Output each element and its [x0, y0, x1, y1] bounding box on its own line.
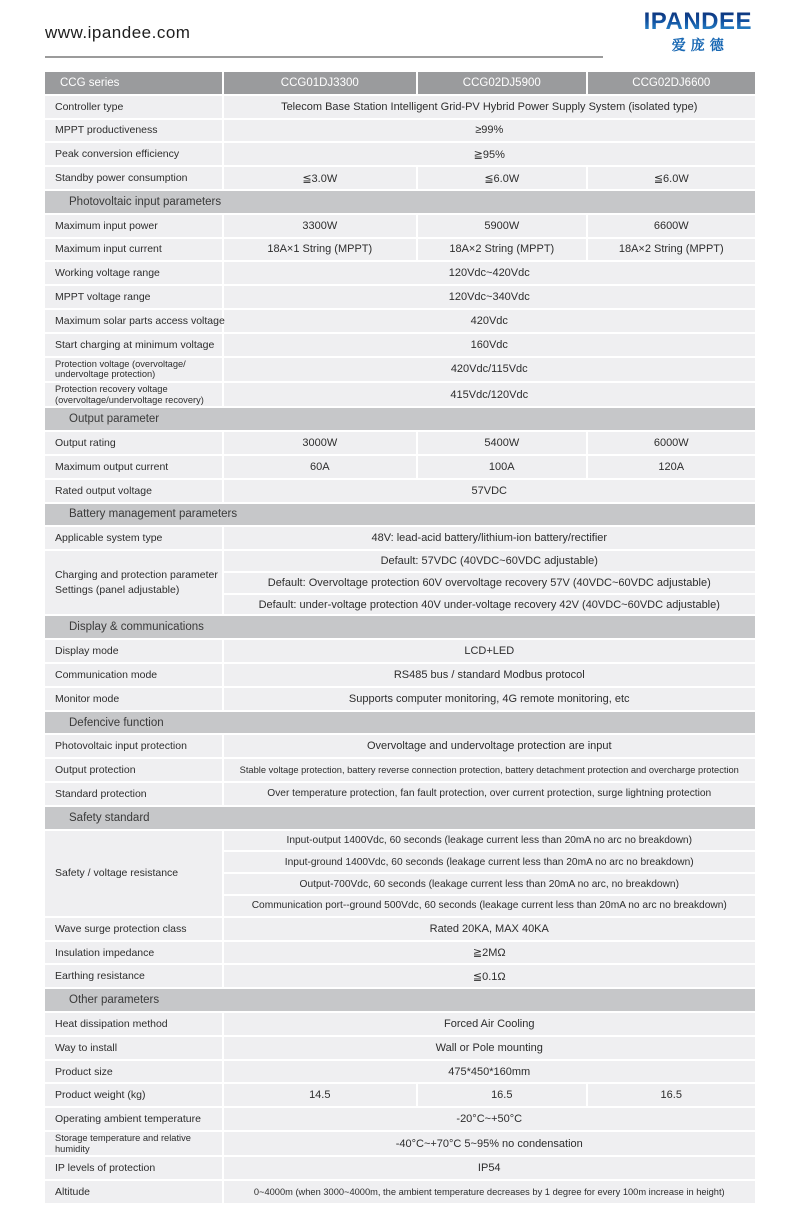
row-value: Input-ground 1400Vdc, 60 seconds (leakage current less than 20mA no arc no breakdown)	[224, 852, 756, 872]
spec-row	[45, 664, 755, 686]
spec-row	[45, 143, 755, 165]
row-value: Communication port--ground 500Vdc, 60 seconds (leakage current less than 20mA no arc no breakdown)	[224, 896, 756, 916]
spec-row	[45, 1181, 755, 1203]
row-label: Safety / voltage resistance	[45, 831, 222, 916]
spec-row	[45, 527, 755, 549]
row-value: Rated 20KA, MAX 40KA	[224, 918, 756, 940]
row-value: 57VDC	[224, 480, 756, 502]
spec-row	[45, 96, 755, 118]
section-row	[45, 712, 755, 734]
row-value: LCD+LED	[224, 640, 756, 662]
row-value: ≦6.0W	[588, 167, 755, 189]
row-value: IP54	[224, 1157, 756, 1179]
row-value: Input-output 1400Vdc, 60 seconds (leakage current less than 20mA no arc no breakdown)	[224, 831, 756, 851]
spec-row	[45, 965, 755, 987]
row-value: ≦6.0W	[418, 167, 585, 189]
spec-row	[45, 1013, 755, 1035]
row-label: Working voltage range	[45, 262, 222, 284]
section-row	[45, 807, 755, 829]
row-label: Rated output voltage	[45, 480, 222, 502]
row-value: 120A	[588, 456, 755, 478]
row-label: Protection voltage (overvoltage/ undervoltage protection)	[45, 358, 222, 381]
row-label: Peak conversion efficiency	[45, 143, 222, 165]
website-url: www.ipandee.com	[45, 23, 191, 42]
section-header: Other parameters	[45, 989, 755, 1011]
spec-row	[45, 286, 755, 308]
row-value: 100A	[418, 456, 585, 478]
row-label: Protection recovery voltage (overvoltage/undervoltage recovery)	[45, 383, 222, 406]
spec-row	[45, 551, 755, 571]
header-divider-line	[45, 56, 603, 58]
row-label: Controller type	[45, 96, 222, 118]
row-label: Applicable system type	[45, 527, 222, 549]
section-header: Safety standard	[45, 807, 755, 829]
row-value: RS485 bus / standard Modbus protocol	[224, 664, 756, 686]
spec-row	[45, 239, 755, 261]
section-row	[45, 616, 755, 638]
spec-row	[45, 831, 755, 851]
spec-row	[45, 1157, 755, 1179]
row-value: Wall or Pole mounting	[224, 1037, 756, 1059]
row-value: 3300W	[224, 215, 417, 237]
header-row	[45, 72, 755, 94]
spec-row	[45, 1037, 755, 1059]
section-header: Defencive function	[45, 712, 755, 734]
brand-logo-chinese: 爱庞德	[671, 37, 729, 53]
row-label: Charging and protection parameter Settings (panel adjustable)	[45, 551, 222, 614]
row-label: MPPT voltage range	[45, 286, 222, 308]
row-label: Output rating	[45, 432, 222, 454]
row-label: Maximum input current	[45, 239, 222, 261]
row-value: 16.5	[588, 1084, 755, 1106]
row-label: Maximum output current	[45, 456, 222, 478]
row-label: Heat dissipation method	[45, 1013, 222, 1035]
row-value: 120Vdc~340Vdc	[224, 286, 756, 308]
spec-row	[45, 783, 755, 805]
spec-row	[45, 120, 755, 142]
spec-row	[45, 167, 755, 189]
section-row	[45, 408, 755, 430]
row-label: Photovoltaic input protection	[45, 735, 222, 757]
row-value: 120Vdc~420Vdc	[224, 262, 756, 284]
row-label: Display mode	[45, 640, 222, 662]
spec-row	[45, 1132, 755, 1155]
row-value: 5400W	[418, 432, 585, 454]
row-label: Maximum solar parts access voltage	[45, 310, 222, 332]
row-value: Stable voltage protection, battery reverse connection protection, battery detachment protection and overcharge protection	[224, 759, 756, 781]
section-row	[45, 191, 755, 213]
row-label: Output protection	[45, 759, 222, 781]
row-value: 6000W	[588, 432, 755, 454]
spec-row	[45, 1061, 755, 1083]
row-label: Standby power consumption	[45, 167, 222, 189]
row-label: Product size	[45, 1061, 222, 1083]
row-value: 420Vdc	[224, 310, 756, 332]
row-label: Product weight (kg)	[45, 1084, 222, 1106]
row-value: Default: Overvoltage protection 60V overvoltage recovery 57V (40VDC~60VDC adjustable)	[224, 573, 756, 593]
row-label: Monitor mode	[45, 688, 222, 710]
row-label: Standard protection	[45, 783, 222, 805]
spec-row	[45, 759, 755, 781]
row-value: ≦3.0W	[224, 167, 417, 189]
spec-row	[45, 735, 755, 757]
row-label: Communication mode	[45, 664, 222, 686]
row-value: ≧95%	[224, 143, 756, 165]
row-label: Wave surge protection class	[45, 918, 222, 940]
spec-row	[45, 1084, 755, 1106]
spec-row	[45, 480, 755, 502]
column-header: CCG01DJ3300	[224, 72, 417, 94]
row-value: 160Vdc	[224, 334, 756, 356]
row-value: Output-700Vdc, 60 seconds (leakage current less than 20mA no arc, no breakdown)	[224, 874, 756, 894]
brand-logo-name: IPANDEE	[643, 8, 752, 35]
row-value: 16.5	[418, 1084, 585, 1106]
row-label: Altitude	[45, 1181, 222, 1203]
section-header: Battery management parameters	[45, 504, 755, 526]
row-value: 6600W	[588, 215, 755, 237]
spec-row	[45, 310, 755, 332]
spec-row	[45, 262, 755, 284]
row-label: Start charging at minimum voltage	[45, 334, 222, 356]
spec-table-header	[45, 72, 755, 94]
row-label: MPPT productiveness	[45, 120, 222, 142]
spec-row	[45, 334, 755, 356]
row-value: ≥99%	[224, 120, 756, 142]
spec-row	[45, 432, 755, 454]
row-value: 5900W	[418, 215, 585, 237]
row-value: 14.5	[224, 1084, 417, 1106]
row-value: 475*450*160mm	[224, 1061, 756, 1083]
row-label: Operating ambient temperature	[45, 1108, 222, 1130]
row-label: Maximum input power	[45, 215, 222, 237]
column-header: CCG02DJ5900	[418, 72, 585, 94]
section-row	[45, 989, 755, 1011]
row-value: 18A×2 String (MPPT)	[418, 239, 585, 261]
row-label: Way to install	[45, 1037, 222, 1059]
column-header: CCG02DJ6600	[588, 72, 755, 94]
spec-row	[45, 942, 755, 964]
row-value: Default: under-voltage protection 40V under-voltage recovery 42V (40VDC~60VDC adjustable)	[224, 595, 756, 615]
row-value: Default: 57VDC (40VDC~60VDC adjustable)	[224, 551, 756, 571]
row-value: 18A×2 String (MPPT)	[588, 239, 755, 261]
row-label: Earthing resistance	[45, 965, 222, 987]
section-header: Output parameter	[45, 408, 755, 430]
row-value: 48V: lead-acid battery/lithium-ion battery/rectifier	[224, 527, 756, 549]
row-value: Overvoltage and undervoltage protection are input	[224, 735, 756, 757]
spec-row	[45, 688, 755, 710]
row-value: Telecom Base Station Intelligent Grid-PV Hybrid Power Supply System (isolated type)	[224, 96, 756, 118]
row-value: 60A	[224, 456, 417, 478]
row-value: -40°C~+70°C 5~95% no condensation	[224, 1132, 756, 1155]
spec-row	[45, 456, 755, 478]
row-value: Supports computer monitoring, 4G remote monitoring, etc	[224, 688, 756, 710]
row-value: 18A×1 String (MPPT)	[224, 239, 417, 261]
spec-row	[45, 1108, 755, 1130]
row-value: Over temperature protection, fan fault protection, over current protection, surge lightning protection	[224, 783, 756, 805]
spec-table-body	[45, 96, 755, 1203]
spec-row	[45, 918, 755, 940]
brand-logo	[644, 10, 752, 55]
spec-row	[45, 358, 755, 381]
row-label: IP levels of protection	[45, 1157, 222, 1179]
row-value: 420Vdc/115Vdc	[224, 358, 756, 381]
row-label: Storage temperature and relative humidity	[45, 1132, 222, 1155]
spec-row	[45, 383, 755, 406]
row-label: Insulation impedance	[45, 942, 222, 964]
row-value: ≧2MΩ	[224, 942, 756, 964]
row-value: Forced Air Cooling	[224, 1013, 756, 1035]
section-header: Photovoltaic input parameters	[45, 191, 755, 213]
row-value: 0~4000m (when 3000~4000m, the ambient temperature decreases by 1 degree for every 100m increase in height)	[224, 1181, 756, 1203]
column-header: CCG series	[45, 72, 222, 94]
section-header: Display & communications	[45, 616, 755, 638]
row-value: 415Vdc/120Vdc	[224, 383, 756, 406]
row-value: 3000W	[224, 432, 417, 454]
row-value: ≦0.1Ω	[224, 965, 756, 987]
row-value: -20°C~+50°C	[224, 1108, 756, 1130]
section-row	[45, 504, 755, 526]
spec-row	[45, 640, 755, 662]
spec-row	[45, 215, 755, 237]
spec-table	[43, 70, 757, 1205]
